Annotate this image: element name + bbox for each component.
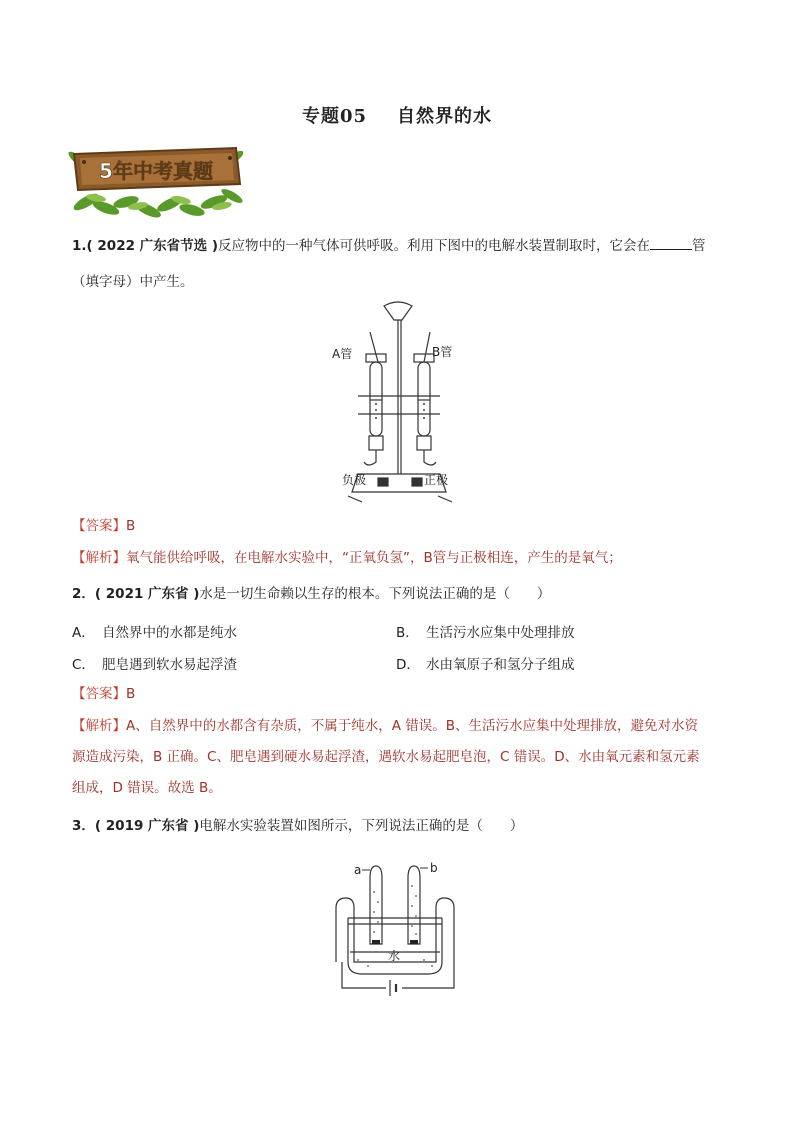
q2-option-d: D． 水由氧原子和氢分子组成 bbox=[396, 657, 575, 673]
q1-analysis: 【解析】氧气能供给呼吸，在电解水实验中，“正氧负氢”，B管与正极相连，产生的是氧气； bbox=[72, 550, 622, 566]
label-negative: 负极 bbox=[342, 473, 367, 487]
label-tube-a: A管 bbox=[332, 347, 353, 361]
question-3 bbox=[72, 816, 732, 836]
q2-answer: 【答案】B bbox=[72, 686, 136, 702]
electrolysis-setup-figure bbox=[328, 852, 464, 1008]
q2-text: 水是一切生命赖以生存的根本。下列说法正确的是（ ） bbox=[199, 586, 551, 602]
label-tube-b: B管 bbox=[432, 345, 453, 359]
question-2 bbox=[72, 584, 732, 604]
q2-option-b: B． 生活污水应集中处理排放 bbox=[396, 625, 575, 641]
q3-text: 电解水实验装置如图所示，下列说法正确的是（ ） bbox=[199, 818, 524, 834]
label-b: b bbox=[430, 861, 438, 875]
label-water: 水 bbox=[388, 949, 401, 963]
q2-number: 2． bbox=[72, 586, 95, 602]
q1-number: 1. bbox=[72, 238, 87, 254]
electrolysis-apparatus-figure bbox=[328, 296, 468, 506]
q1-source: ( 2022 广东省节选 ) bbox=[86, 238, 219, 254]
q1-answer-blank bbox=[650, 235, 692, 250]
q2-option-a: A． 自然界中的水都是纯水 bbox=[72, 625, 237, 641]
label-a: a bbox=[354, 863, 362, 877]
q2-analysis-line3: 组成，D 错误。故选 B。 bbox=[72, 780, 222, 796]
q2-option-c: C． 肥皂遇到软水易起浮渣 bbox=[72, 657, 237, 673]
banner-text: 5年中考真题 bbox=[99, 159, 213, 183]
q2-analysis-line2: 源造成污染，B 正确。C、肥皂遇到硬水易起浮渣，遇软水易起肥皂泡，C 错误。D、水由氧元素和氢元素 bbox=[72, 749, 700, 765]
page-title: 专题05 自然界的水 bbox=[301, 106, 493, 127]
label-positive: 正极 bbox=[424, 473, 449, 487]
wooden-sign-banner bbox=[66, 140, 244, 220]
q3-source: ( 2019 广东省 ) bbox=[94, 818, 200, 834]
q2-source: ( 2021 广东省 ) bbox=[94, 586, 200, 602]
q1-answer: 【答案】B bbox=[72, 518, 136, 534]
q2-analysis-line1: 【解析】A、自然界中的水都含有杂质，不属于纯水，A 错误。B、生活污水应集中处理排放，避免对水资 bbox=[72, 718, 699, 734]
q3-number: 3． bbox=[72, 818, 95, 834]
q1-text: 反应物中的一种气体可供呼吸。利用下图中的电解水装置制取时，它会在 bbox=[218, 238, 651, 254]
question-1: 1.( 2022 广东省节选 )反应物中的一种气体可供呼吸。利用下图中的电解水装置制取时，它会在 管 bbox=[72, 235, 732, 256]
q1-text-line2: （填字母）中产生。 bbox=[72, 274, 194, 290]
